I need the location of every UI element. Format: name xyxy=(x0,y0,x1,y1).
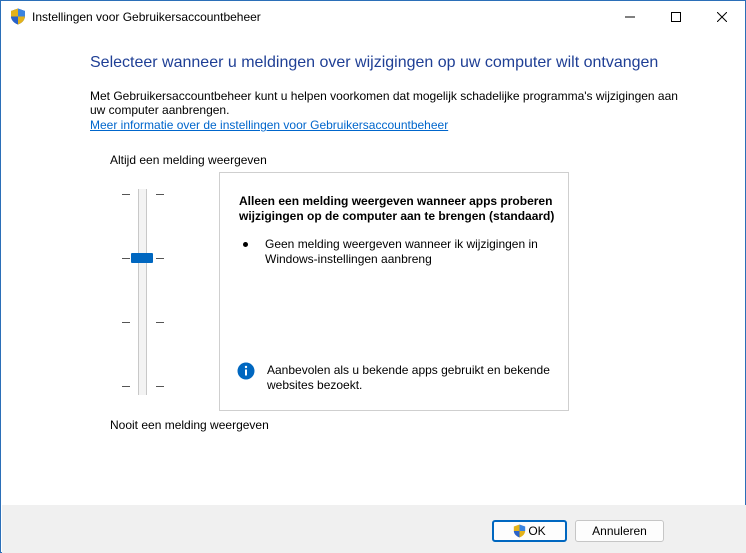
maximize-icon xyxy=(671,12,681,22)
slider-thumb[interactable] xyxy=(131,253,153,263)
level-title: Alleen een melding weergeven wanneer apps proberen wijzigingen op de computer aan te brengen (standaard) xyxy=(239,194,555,223)
slider-tick xyxy=(122,386,130,387)
page-title: Selecteer wanneer u meldingen over wijzigingen op uw computer wilt ontvangen xyxy=(90,54,659,71)
slider-tick xyxy=(156,386,164,387)
close-button[interactable] xyxy=(699,1,745,32)
minimize-icon xyxy=(625,12,635,22)
window-title: Instellingen voor Gebruikersaccountbeheer xyxy=(32,10,261,24)
ok-button-label: OK xyxy=(528,524,546,538)
level-description-panel xyxy=(219,172,569,411)
notification-level-slider[interactable] xyxy=(119,187,167,395)
close-icon xyxy=(717,12,727,22)
cancel-button[interactable] xyxy=(575,520,664,542)
slider-track[interactable] xyxy=(138,189,147,395)
slider-top-label: Altijd een melding weergeven xyxy=(110,153,267,167)
bullet-icon xyxy=(243,242,248,247)
level-bullet-text: Geen melding weergeven wanneer ik wijzigingen in Windows-instellingen aanbreng xyxy=(265,237,538,266)
slider-tick xyxy=(122,258,130,259)
dialog-footer xyxy=(2,505,746,553)
recommendation-text: Aanbevolen als u bekende apps gebruikt en bekende websites bezoekt. xyxy=(267,363,550,392)
minimize-button[interactable] xyxy=(607,1,653,32)
title-bar[interactable] xyxy=(1,1,745,32)
ok-button[interactable] xyxy=(492,520,567,542)
cancel-button-label: Annuleren xyxy=(592,524,647,538)
description-text: Met Gebruikersaccountbeheer kunt u helpen voorkomen dat mogelijk schadelijke programma's wijzigingen aan uw computer aanbrengen. xyxy=(90,89,678,117)
slider-tick xyxy=(156,194,164,195)
maximize-button[interactable] xyxy=(653,1,699,32)
slider-tick xyxy=(122,194,130,195)
slider-tick xyxy=(156,322,164,323)
slider-tick xyxy=(156,258,164,259)
more-info-link[interactable]: Meer informatie over de instellingen voor Gebruikersaccountbeheer xyxy=(90,118,449,132)
info-icon xyxy=(237,362,255,380)
uac-shield-icon xyxy=(10,8,26,25)
slider-tick xyxy=(122,322,130,323)
uac-shield-icon xyxy=(513,524,526,538)
slider-bottom-label: Nooit een melding weergeven xyxy=(110,418,269,432)
